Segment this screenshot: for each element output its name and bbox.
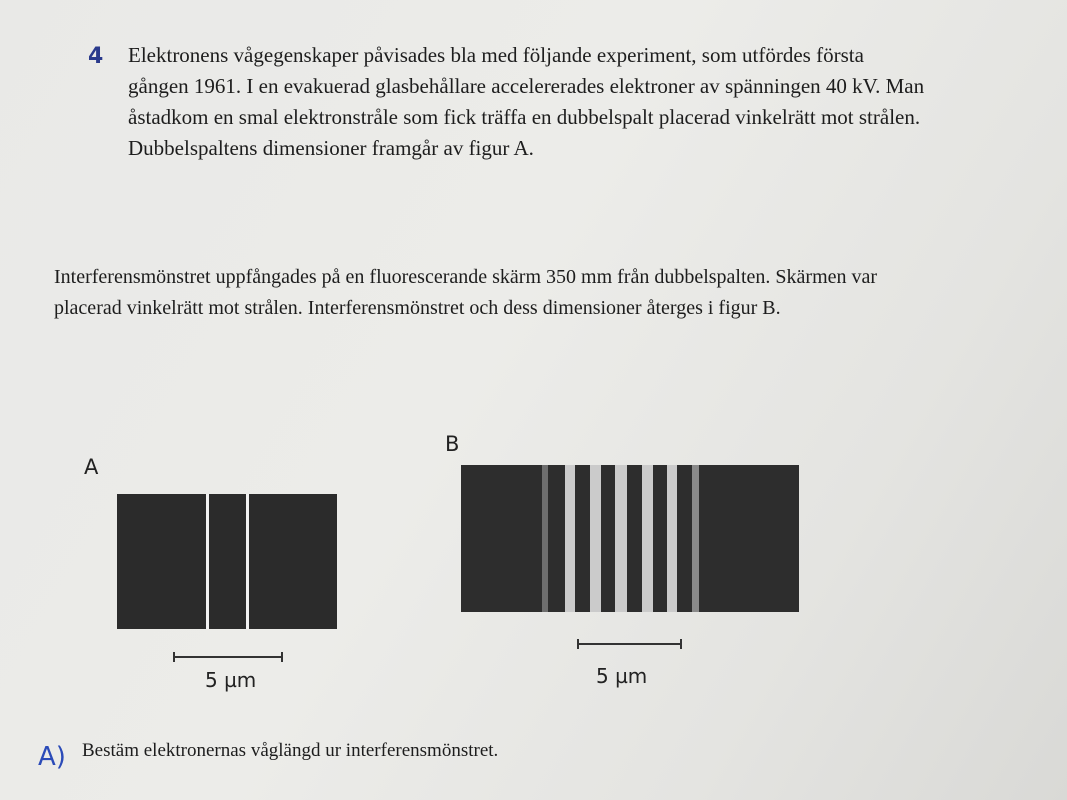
fringe (590, 465, 601, 612)
fringe (642, 465, 653, 612)
slit-left (206, 494, 209, 629)
figure-b-scalebar (577, 643, 682, 645)
figure-b-label: B (445, 432, 460, 456)
fringe (615, 465, 627, 612)
part-a-question: Bestäm elektronernas våglängd ur interferensmönstret. (82, 740, 499, 761)
slit-right (246, 494, 249, 629)
figure-a-scale-label: 5 µm (205, 668, 257, 692)
question-number: 4 (88, 44, 104, 69)
fringe (565, 465, 575, 612)
figure-b-scale-label: 5 µm (596, 664, 648, 688)
fringe (667, 465, 677, 612)
question-paragraph-2: Interferensmönstret uppfångades på en fluorescerande skärm 350 mm från dubbelspalten. Skärmen var placerad vinkelrätt mot strålen. Interferensmönstret och dess dimensioner återges i figur B. (54, 266, 878, 319)
figure-a-scalebar (173, 656, 283, 658)
fringe (542, 465, 548, 612)
figure-a-label: A (84, 455, 99, 479)
figure-b-interference-pattern (461, 465, 799, 612)
fringe (692, 465, 699, 612)
part-a-marker: A) (38, 742, 66, 772)
question-paragraph-1: Elektronens vågegenskaper påvisades bla med följande experiment, som utfördes första gången 1961. I en evakuerad glasbehållare accelererades elektroner av spänningen 40 kV. Man åstadkom en smal elektronstråle som fick träffa en dubbelspalt placerad vinkelrätt mot strålen. Dubbelspaltens dimensioner framgår av figur A. (128, 43, 925, 160)
figure-a-double-slit (117, 494, 337, 629)
